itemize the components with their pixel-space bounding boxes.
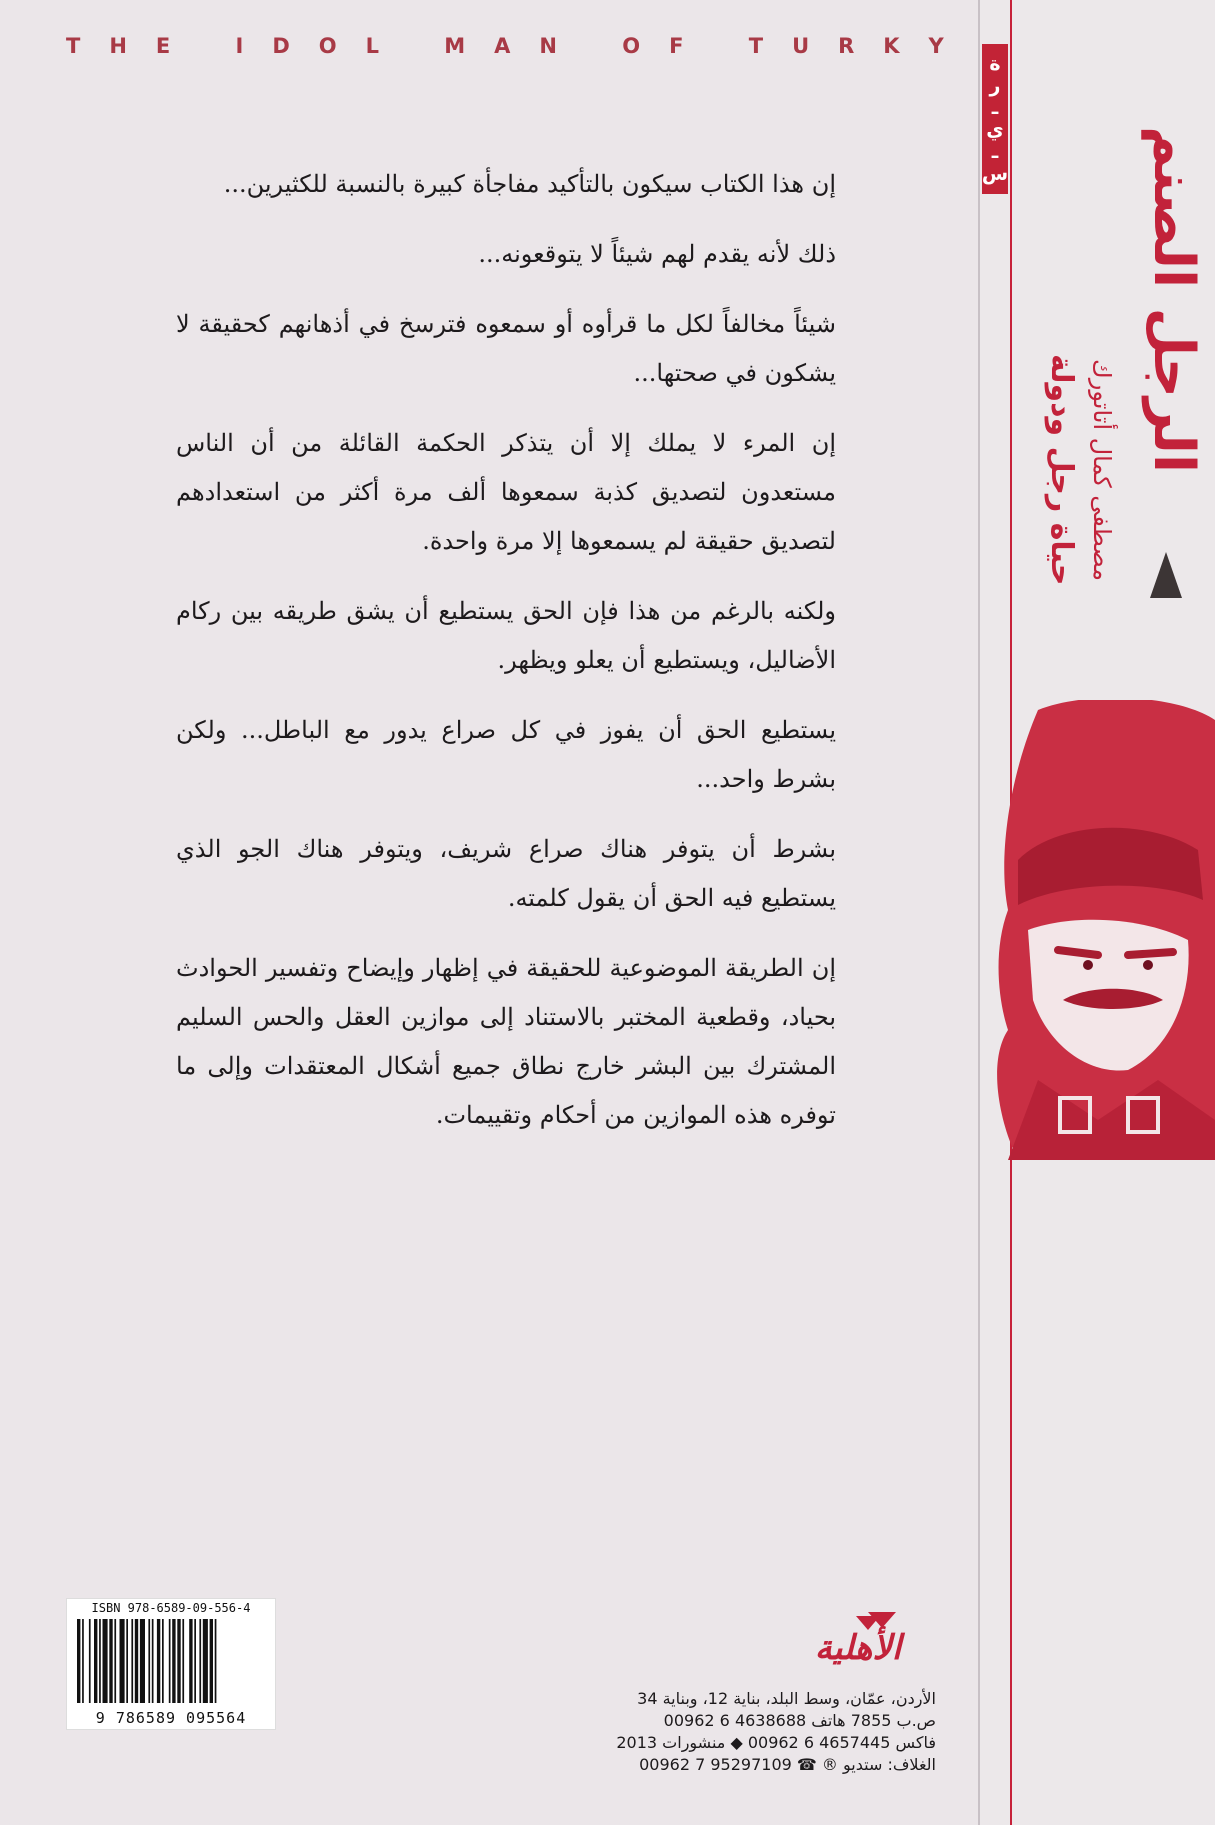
banner-letter: O — [318, 34, 339, 58]
book-title: الرجل الصنم — [1141, 126, 1206, 474]
isbn-label: ISBN 978-6589-09-556-4 — [91, 1601, 251, 1615]
banner-letter: L — [365, 34, 381, 58]
blurb-text — [176, 160, 836, 1161]
banner-letter: A — [494, 34, 513, 58]
barcode-bar — [182, 1619, 184, 1703]
english-title-banner — [66, 34, 946, 58]
banner-letter — [199, 34, 208, 58]
address-line: الأردن، عمّان، وسط البلد، بناية 12، وبناية 34 — [637, 1689, 936, 1708]
barcode-bar — [148, 1619, 150, 1703]
barcode-bar — [114, 1619, 116, 1703]
banner-letter: O — [622, 34, 643, 58]
book-subtitle: حياة رجل ودولة — [1044, 354, 1079, 586]
banner-letter — [586, 34, 595, 58]
blurb-paragraph: ولكنه بالرغم من هذا فإن الحق يستطيع أن يشق طريقه بين ركام الأضاليل، ويستطيع أن يعلو ويظهر. — [176, 597, 836, 674]
publisher-address — [586, 1688, 936, 1776]
banner-letter: N — [539, 34, 559, 58]
barcode-bar — [210, 1619, 213, 1703]
banner-letter: R — [838, 34, 857, 58]
address-line: الغلاف: ستديو ® ☎ 95297109 7 00962 — [639, 1755, 936, 1774]
triangle-icon — [1150, 552, 1182, 598]
banner-letter: E — [155, 34, 173, 58]
blurb-paragraph: إن الطريقة الموضوعية للحقيقة في إظهار وإيضاح وتفسير الحوادث بحياد، وقطعية المختبر بالاستناد إلى موازين العقل والحس السليم المشترك بين البشر خارج نطاق جميع أشكال المعتقدات وإلى ما توفره هذه الموازين من أحكام وتقييمات. — [176, 954, 836, 1129]
banner-letter: F — [669, 34, 686, 58]
barcode-bar — [169, 1619, 171, 1703]
blurb-paragraph: إن المرء لا يملك إلا أن يتذكر الحكمة القائلة من أن الناس مستعدون لتصديق كذبة سمعوها ألف مرة أكثر من استعدادهم لتصديق حقيقة لم يسمعوها إلا مرة واحدة. — [176, 429, 836, 555]
portrait-illustration — [978, 700, 1215, 1160]
barcode-bar — [94, 1619, 97, 1703]
barcode-bar — [194, 1619, 196, 1703]
barcode-bar — [203, 1619, 208, 1703]
barcode-bar — [177, 1619, 180, 1703]
banner-letter — [408, 34, 417, 58]
barcode-bar — [172, 1619, 175, 1703]
barcode-bar — [77, 1619, 80, 1703]
banner-letter: T — [748, 34, 766, 58]
banner-letter: Y — [928, 34, 946, 58]
isbn-number: 9 786589 095564 — [95, 1709, 247, 1727]
barcode-bar — [103, 1619, 108, 1703]
barcode-bar — [120, 1619, 125, 1703]
barcode-bar — [126, 1619, 128, 1703]
banner-letter: H — [109, 34, 129, 58]
banner-letter: M — [444, 34, 468, 58]
barcode-bar — [89, 1619, 91, 1703]
address-line: فاكس 4657445 6 00962 ◆ منشورات 2013 — [616, 1733, 936, 1752]
banner-letter: U — [792, 34, 812, 58]
barcode-bar — [189, 1619, 192, 1703]
blurb-paragraph: إن هذا الكتاب سيكون بالتأكيد مفاجأة كبيرة بالنسبة للكثيرين... — [223, 170, 836, 198]
barcode-bar — [215, 1619, 217, 1703]
book-subtitle-name: مصطفى كمال أتاتورك — [1088, 359, 1116, 581]
banner-letter: T — [66, 34, 83, 58]
banner-letter: D — [272, 34, 292, 58]
barcode-bar — [152, 1619, 154, 1703]
banner-letter: I — [235, 34, 246, 58]
banner-letter — [712, 34, 721, 58]
banner-letter: K — [883, 34, 902, 58]
barcode-bars — [77, 1619, 265, 1703]
barcode — [66, 1598, 276, 1730]
blurb-paragraph: ذلك لأنه يقدم لهم شيئاً لا يتوقعونه... — [478, 240, 836, 268]
barcode-bar — [140, 1619, 145, 1703]
barcode-bar — [82, 1619, 84, 1703]
barcode-bar — [199, 1619, 201, 1703]
barcode-bar — [99, 1619, 101, 1703]
barcode-bar — [109, 1619, 112, 1703]
barcode-bar — [162, 1619, 164, 1703]
blurb-paragraph: بشرط أن يتوفر هناك صراع شريف، ويتوفر هناك الجو الذي يستطيع فيه الحق أن يقول كلمته. — [176, 835, 836, 912]
barcode-bar — [157, 1619, 160, 1703]
blurb-paragraph: شيئاً مخالفاً لكل ما قرأوه أو سمعوه فترسخ في أذهانهم كحقيقة لا يشكون في صحتها... — [176, 310, 836, 387]
publisher-name: الأهلية — [814, 1628, 902, 1668]
barcode-bar — [131, 1619, 133, 1703]
series-label-badge: سـيـرة — [982, 44, 1008, 194]
address-line: ص.ب 7855 هاتف 4638688 6 00962 — [663, 1711, 936, 1730]
spine-title-block — [1022, 20, 1212, 660]
blurb-paragraph: يستطيع الحق أن يفوز في كل صراع يدور مع الباطل... ولكن بشرط واحد... — [176, 716, 837, 793]
barcode-bar — [135, 1619, 138, 1703]
